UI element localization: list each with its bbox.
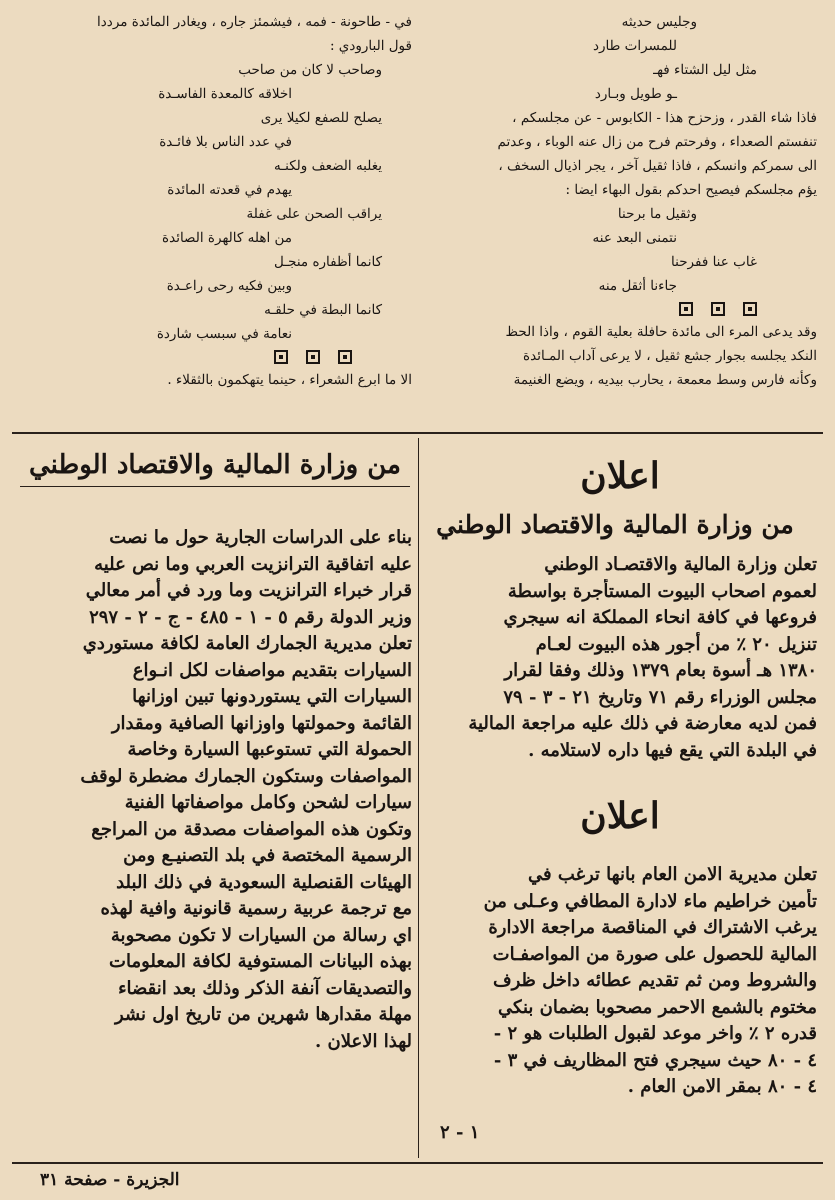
verse-line: يهدم في قعدته المائدة — [167, 182, 292, 198]
paragraph-line: وقد يدعى المرء الى مائدة حافلة بعلية القوم ، واذا الحظ — [505, 324, 817, 340]
verse-line: كانما أظفاره منجـل — [273, 254, 382, 270]
announcement-subtitle: من وزارة المالية والاقتصاد الوطني — [436, 510, 794, 539]
verse-line: يراقب الصحن على غفلة — [246, 206, 382, 222]
paragraph-line: وكأنه فارس وسط معمعة ، يحارب بيديه ، ويضع الغنيمة — [513, 372, 817, 388]
announcement-line: يرغب الاشتراك في المناقصة مراجعة الادارة — [488, 917, 817, 938]
notice-line: السيارات التي يستوردونها تبين اوزانها — [132, 686, 412, 707]
poem-line: نتمنى البعد عنه — [592, 230, 677, 246]
announcement-body — [422, 862, 817, 1101]
announcement-line: فمن لديه معارضة في ذلك عليه مراجعة المالية — [468, 713, 817, 734]
notice-line: الحمولة التي تستوعبها السيارة وخاصة — [127, 739, 412, 760]
verse-line: كانما البطة في حلقـه — [264, 302, 382, 318]
paragraph-line: النكد يجلسه بجوار جشع ثقيل ، لا يرعى آداب المـائدة — [523, 348, 817, 364]
paragraph-line: الا ما ابرع الشعراء ، حينما يتهكمون بالثقلاء . — [167, 372, 412, 388]
notice-line: عليه اتفاقية الترانزيت العربي وما نص عليه — [94, 553, 412, 575]
announcement-line: ٤ - ٨٠ بمقر الامن العام . — [627, 1076, 817, 1097]
verse-line: نعامة في سبسب شاردة — [156, 326, 292, 342]
poem-line: وجليس حديثه — [621, 14, 697, 30]
horizontal-divider — [12, 432, 823, 434]
announcement-line: مختوم بالشمع الاحمر مصحوبا بضمان بنكي — [498, 996, 817, 1018]
verse-line: يغلبه الضعف ولكنـه — [273, 158, 382, 174]
notice-line: مهلة مقدارها شهرين من تاريخ اول نشر — [115, 1004, 412, 1025]
poem-line: وثقيل ما برحنا — [617, 206, 697, 222]
notice-line: وتكون هذه المواصفات مصدقة من المراجع — [91, 818, 412, 840]
notice-line: بناء على الدراسات الجارية حول ما نصت — [109, 527, 412, 548]
announcement-line: المالية للحصول على صورة من المواصفـات — [492, 943, 817, 965]
square-ornament-icon — [274, 350, 288, 364]
verse-line: وبين فكيه رحى راعـدة — [166, 278, 292, 294]
notice-line: اي رسالة من السيارات لا تكون مصحوبة — [110, 924, 412, 946]
square-ornament-icon — [338, 350, 352, 364]
paragraph-line: قول البارودي : — [329, 38, 412, 54]
section-separator — [427, 298, 817, 320]
verse-line: في عدد الناس بلا فائـدة — [159, 134, 292, 150]
poem-line: فاذا شاء القدر ، وزحزح هذا - الكابوس - عن مجلسكم ، — [512, 110, 817, 126]
notice-header: من وزارة المالية والاقتصاد الوطني — [20, 450, 410, 487]
announcement-title: اعلان — [580, 455, 660, 497]
square-ornament-icon — [743, 302, 757, 316]
square-ornament-icon — [679, 302, 693, 316]
notice-line: بهذه البيانات المستوفية لكافة المعلومات — [109, 951, 412, 972]
poem-line: يؤم مجلسكم فيصيح احدكم بقول البهاء ايضا : — [565, 182, 817, 198]
poem-line: تنفستم الصعداء ، وفرحتم فرح من زال عنه الوباء ، وعدتم — [497, 134, 817, 150]
notice-line: سيارات لشحن وكامل مواصفاتها الفنية — [124, 792, 412, 813]
page-footer: الجزيرة - صفحة ٣١ — [40, 1170, 180, 1190]
announcement-line: لعموم اصحاب البيوت المستأجرة بواسطة — [507, 580, 817, 602]
notice-body — [20, 525, 412, 1055]
notice-line: والتصديقات آنفة الذكر وذلك بعد انقضاء — [118, 977, 412, 999]
announcement-line: مجلس الوزراء رقم ٧١ وتاريخ ٢١ - ٣ - ٧٩ — [503, 686, 817, 708]
notice-line: السيارات بتقديم مواصفات لكل انـواع — [132, 659, 412, 681]
notice-line: القائمة وحمولتها واوزانها الصافية ومقدار — [111, 712, 412, 734]
poem-line: غاب عنا ففرحنا — [671, 254, 757, 270]
announcement-line: في البلدة التي يقع فيها داره لاستلامه . — [528, 739, 817, 761]
verse-line: وصاحب لا كان من صاحب — [238, 62, 382, 78]
announcement-line: والشروط ومن ثم تقديم عطائه داخل ظرف — [492, 970, 817, 991]
top-left-column — [14, 10, 412, 392]
notice-line: تعلن مديرية الجمارك العامة لكافة مستوردي — [82, 633, 412, 654]
announcement-title: اعلان — [580, 795, 660, 837]
notice-line: مع ترجمة عربية رسمية قانونية وافية لهذه — [100, 898, 412, 919]
column-divider — [418, 438, 419, 1158]
verse-line: اخلاقه كالمعدة الفاسـدة — [158, 86, 292, 102]
announcement-line: تأمين خراطيم ماء لادارة المطافي وعـلى من — [483, 890, 817, 912]
square-ornament-icon — [711, 302, 725, 316]
announcement-line: ٤ - ٨٠ حيث سيجري فتح المظاريف في ٣ - — [493, 1049, 817, 1071]
notice-line: وزير الدولة رقم ٥ - ١ - ٤٨٥ - ج - ٢ - ٢٩٧ — [89, 606, 412, 628]
announcement-line: تعلن مديرية الامن العام بانها ترغب في — [528, 864, 817, 885]
poem-line: للمسرات طارد — [592, 38, 677, 54]
notice-line: الرسمية المختصة في بلد التصنيـع ومن — [123, 845, 412, 866]
square-ornament-icon — [306, 350, 320, 364]
poem-line: مثل ليل الشتاء فهـ — [653, 62, 757, 78]
notice-line: المواصفات وستكون الجمارك مضطرة لوقف — [80, 765, 412, 787]
announcement-line: قدره ٢ ٪ واخر موعد لقبول الطلبات هو ٢ - — [493, 1023, 817, 1044]
poem-line: الى سمركم وانسكم ، فاذا ثقيل آخر ، يجر اذيال السخف ، — [498, 158, 817, 174]
announcement-line: تعلن وزارة المالية والاقتصـاد الوطني — [544, 554, 817, 575]
announcement-body — [422, 552, 817, 764]
paragraph-line: في - طاحونة - فمه ، فيشمئز جاره ، ويغادر المائدة مرددا — [97, 14, 412, 30]
notice-line: لهذا الاعلان . — [315, 1030, 412, 1052]
poem-line: جاءنا أثقل منه — [598, 278, 677, 294]
announcement-line: تنزيل ٢٠ ٪ من أجور هذه البيوت لعـام — [535, 633, 817, 655]
footer-divider — [12, 1162, 823, 1164]
announcement-line: فروعها في كافة انحاء المملكة انه سيجري — [503, 607, 817, 628]
announcement-line: ١٣٨٠ هـ أسوة بعام ١٣٧٩ وذلك وفقا لقرار — [504, 660, 817, 681]
poem-line: ـو طويل وبـارد — [594, 86, 677, 102]
notice-line: قرار خبراء الترانزيت وما ورد في أمر معالي — [85, 580, 412, 601]
notice-line: الهيئات القنصلية السعودية في ذلك البلد — [116, 871, 412, 893]
verse-line: يصلح للصفع لكيلا يرى — [260, 110, 382, 126]
announcement-footnote: ١ - ٢ — [440, 1122, 480, 1143]
section-separator — [14, 346, 412, 368]
top-right-column — [427, 10, 817, 392]
verse-line: من اهله كالهرة الصائدة — [162, 230, 292, 246]
